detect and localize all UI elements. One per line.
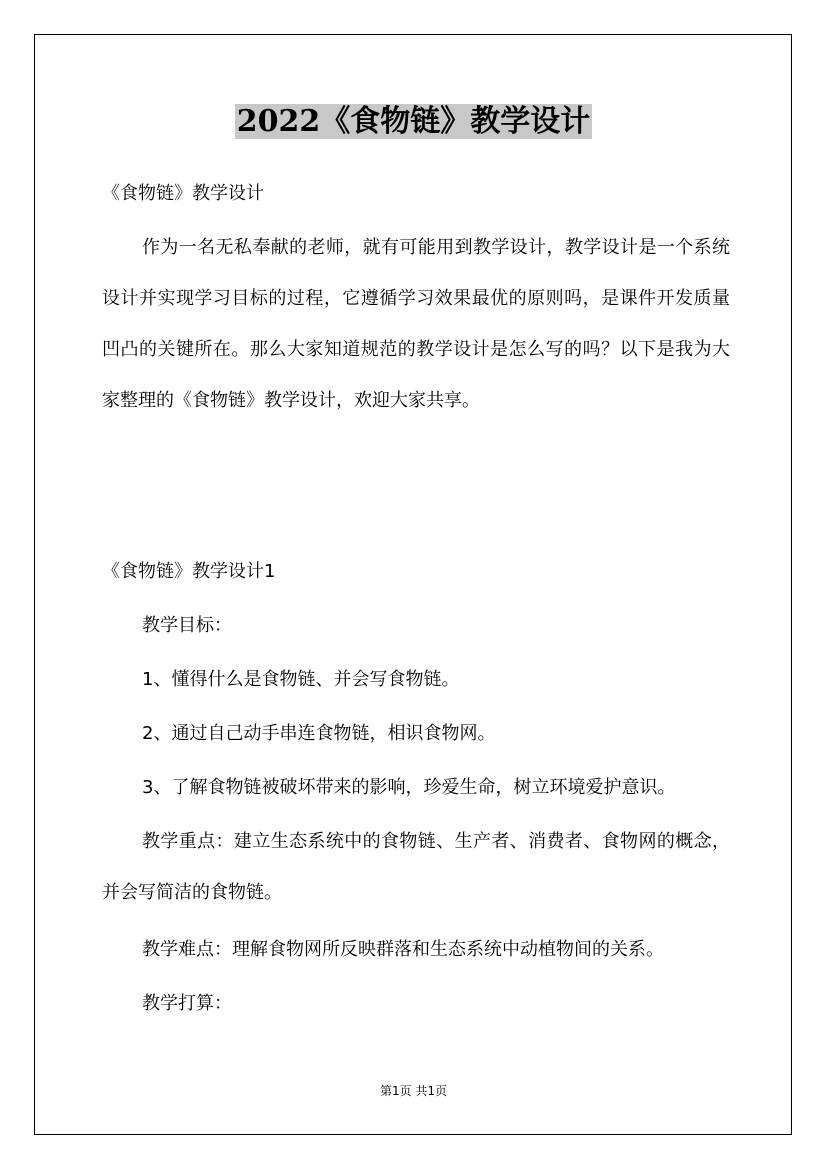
objective-item-3: 3、了解食物链被破坏带来的影响，珍爱生命，树立环境爱护意识。 xyxy=(142,777,676,798)
page-footer: 第1页 共1页 xyxy=(379,1084,448,1098)
document-title: 2022《食物链》教学设计 xyxy=(236,104,591,139)
subtitle: 《食物链》教学设计 xyxy=(102,183,264,204)
objective-item-1: 1、懂得什么是食物链、并会写食物链。 xyxy=(142,669,460,690)
objectives-label: 教学目标： xyxy=(142,615,232,636)
difficulties: 教学难点：理解食物网所反映群落和生态系统中动植物间的关系。 xyxy=(142,939,664,960)
preparation-label: 教学打算： xyxy=(142,993,232,1014)
objective-item-2: 2、通过自己动手串连食物链，相识食物网。 xyxy=(142,723,496,744)
intro-paragraph: 作为一名无私奉献的老师，就有可能用到教学设计，教学设计是一个系统设计并实现学习目标的过程，它遵循学习效果最优的原则吗，是课件开发质量凹凸的关键所在。那么大家知道规范的教学设计是怎么写的吗？以下是我为大家整理的《食物链》教学设计，欢迎大家共享。 xyxy=(102,237,730,411)
key-points: 教学重点：建立生态系统中的食物链、生产者、消费者、食物网的概念，并会写简洁的食物链。 xyxy=(102,831,730,903)
section-title: 《食物链》教学设计1 xyxy=(102,561,276,582)
